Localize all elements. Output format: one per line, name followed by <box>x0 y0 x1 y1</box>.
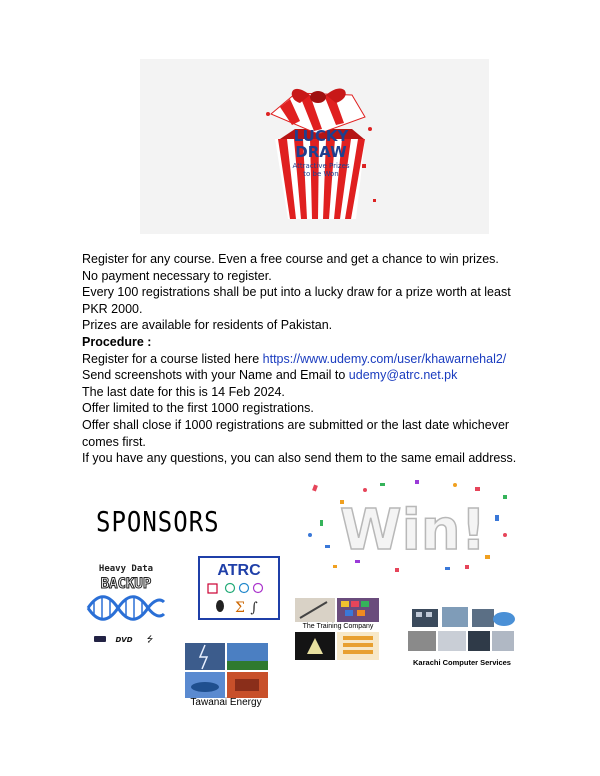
paragraph-residents: Prizes are available for residents of Pakistan. <box>82 318 333 333</box>
paragraph-email <box>82 367 522 384</box>
email-prefix: Send screenshots with your Name and Email to <box>82 368 349 383</box>
win-graphic <box>305 475 515 575</box>
procedure-heading: Procedure : <box>82 334 152 349</box>
udemy-link[interactable]: https://www.udemy.com/user/khawarnehal2/ <box>262 351 507 366</box>
karachi-computer-services-label: Karachi Computer Services <box>413 658 511 667</box>
svg-text:Σ: Σ <box>235 600 245 616</box>
tawanai-energy-label: Tawanai Energy <box>190 697 262 708</box>
win-text: Win! <box>339 498 487 563</box>
email-link[interactable]: udemy@atrc.net.pk <box>348 368 458 383</box>
announcement-text <box>82 251 522 467</box>
atrc-logo <box>198 556 280 620</box>
lucky-draw-banner <box>140 59 489 234</box>
svg-text:∫: ∫ <box>250 600 258 616</box>
svg-text:DVD: DVD <box>115 636 133 644</box>
udemy-link-prefix: Register for a course listed here <box>82 351 263 366</box>
banner-subtitle-1: Attractive Prizes <box>292 162 350 170</box>
atrc-icons <box>200 558 278 618</box>
paragraph-udemy-link <box>82 351 522 368</box>
sponsors-title: SPONSORS <box>96 505 220 539</box>
heavy-data-backup-graphic <box>86 560 166 646</box>
paragraph-last-date: The last date for this is 14 Feb 2024. <box>82 384 285 399</box>
paragraph-no-payment: No payment necessary to register. <box>82 268 272 283</box>
banner-draw: DRAW <box>295 143 347 161</box>
hdb-line1: Heavy Data <box>98 564 154 574</box>
hdb-line2: BACKUP <box>100 576 152 592</box>
kcs-graphic <box>408 607 516 657</box>
paragraph-questions: If you have any questions, you can also send them to the same email address. <box>82 451 517 466</box>
gift-box-illustration <box>140 59 489 234</box>
paragraph-lucky-draw: Every 100 registrations shall be put into a lucky draw for a prize worth at least PKR 2000. <box>82 285 511 316</box>
svg-text:⭍: ⭍ <box>146 635 154 644</box>
banner-lucky: LUCKY <box>293 127 349 145</box>
banner-subtitle-2: to be Won <box>303 170 339 178</box>
paragraph-close: Offer shall close if 1000 registrations are submitted or the last date whichever comes first. <box>82 417 510 449</box>
paragraph-limit: Offer limited to the first 1000 registrations. <box>82 401 314 416</box>
heavy-data-backup-logo <box>86 560 166 646</box>
training-company-label: The Training Company <box>302 623 374 630</box>
atrc-title: ATRC <box>217 562 261 579</box>
tawanai-energy-graphic <box>185 643 268 698</box>
tawanai-energy-logo <box>185 643 268 698</box>
paragraph-register: Register for any course. Even a free course and get a chance to win prizes. <box>82 252 499 266</box>
win-confetti-illustration <box>305 475 515 575</box>
